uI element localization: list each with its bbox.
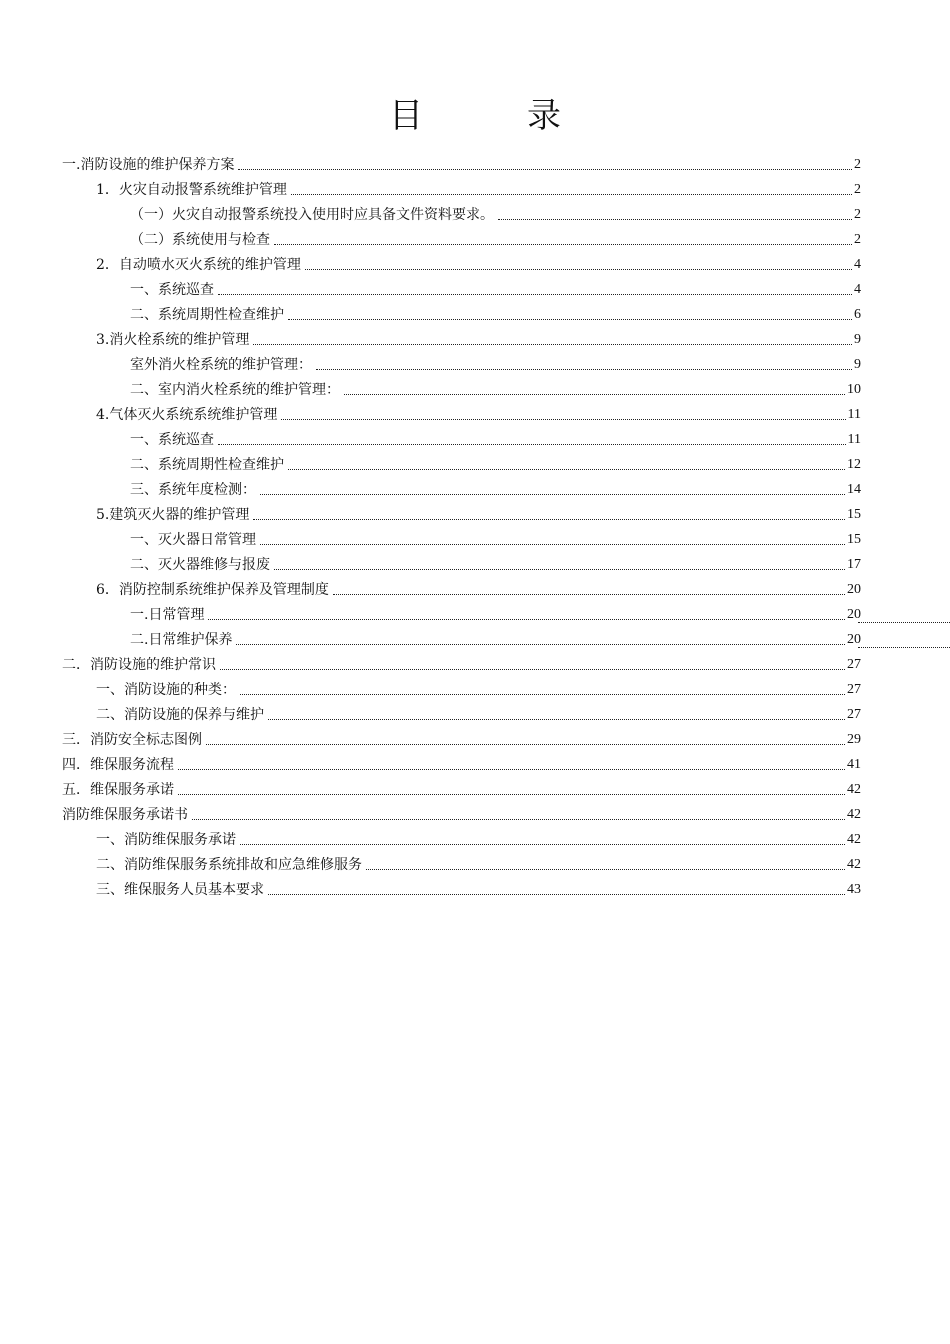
toc-leader-dots: [218, 443, 846, 445]
toc-entry[interactable]: [130, 302, 861, 324]
toc-leader-dots: [366, 868, 845, 870]
toc-leader-dots: [281, 418, 845, 420]
toc-entry-page: 42: [847, 782, 861, 797]
toc-entry-page: 2: [854, 157, 861, 172]
toc-leader-dots: [268, 718, 845, 720]
toc-entry[interactable]: [130, 527, 861, 549]
toc-entry-label: 4.气体灭火系统系统维护管理: [96, 407, 278, 423]
toc-entry[interactable]: [130, 602, 861, 624]
toc-entry-page: 9: [854, 332, 861, 347]
toc-entry-label: 二.日常维护保养: [130, 632, 233, 648]
toc-leader-dots: [208, 618, 845, 620]
toc-entry[interactable]: [130, 552, 861, 574]
toc-leader-dots: [253, 518, 845, 520]
toc-entry-label: 二、室内消火栓系统的维护管理：: [130, 382, 340, 398]
toc-entry-label: 二、系统周期性检查维护: [130, 307, 284, 323]
toc-entry-page: 43: [847, 882, 861, 897]
toc-leader-dots: [291, 193, 852, 195]
toc-leader-dots: [178, 793, 845, 795]
toc-entry[interactable]: [62, 727, 861, 749]
toc-entry-label: 消防维保服务承诺书: [62, 807, 188, 823]
toc-leader-dots: [288, 318, 852, 320]
toc-entry-label: 三．消防安全标志图例: [62, 732, 202, 748]
toc-leader-dots: [236, 643, 845, 645]
toc-leader-dots: [288, 468, 845, 470]
toc-entry[interactable]: [96, 502, 861, 524]
toc-entry-page: 2: [854, 207, 861, 222]
toc-entry[interactable]: [130, 477, 861, 499]
toc-leader-dots: [218, 293, 852, 295]
toc-entry[interactable]: [130, 277, 861, 299]
title-char-2: 录: [527, 96, 561, 136]
toc-leader-dots: [274, 243, 852, 245]
toc-entry-page: 15: [847, 532, 861, 547]
toc-entry-label: 二、消防维保服务系统排故和应急维修服务: [96, 857, 362, 873]
toc-entry-page: 14: [847, 482, 861, 497]
toc-entry-page: 2: [854, 182, 861, 197]
toc-entry-label: 一、系统巡查: [130, 432, 214, 448]
toc-entry[interactable]: [130, 202, 861, 224]
toc-entry[interactable]: [130, 427, 861, 449]
toc-entry-page: 10: [847, 382, 861, 397]
toc-entry[interactable]: [96, 402, 861, 424]
toc-entry[interactable]: [96, 827, 861, 849]
toc-entry[interactable]: [96, 677, 861, 699]
toc-entry[interactable]: [96, 327, 861, 349]
toc-entry-label: 室外消火栓系统的维护管理：: [130, 357, 312, 373]
toc-entry-page: 42: [847, 857, 861, 872]
toc-entry-label: 一、消防设施的种类：: [96, 682, 236, 698]
toc-entry[interactable]: [62, 777, 861, 799]
toc-leader-dots: [344, 393, 845, 395]
toc-leader-dots: [333, 593, 845, 595]
title-char-1: 目: [389, 96, 423, 136]
toc-entry[interactable]: [96, 177, 861, 199]
overflow-leader-dots: [858, 621, 950, 623]
toc-entry-page: 41: [847, 757, 861, 772]
toc-entry-page: 42: [847, 832, 861, 847]
toc-entry-label: 一、灭火器日常管理: [130, 532, 256, 548]
toc-leader-dots: [240, 693, 845, 695]
toc-entry-label: 6．消防控制系统维护保养及管理制度: [96, 582, 329, 598]
toc-entry-label: 二、灭火器维修与报废: [130, 557, 270, 573]
toc-entry-label: 1．火灾自动报警系统维护管理: [96, 182, 287, 198]
toc-leader-dots: [498, 218, 852, 220]
toc-leader-dots: [192, 818, 845, 820]
toc-entry[interactable]: [96, 702, 861, 724]
toc-entry[interactable]: [96, 577, 861, 599]
toc-entry-page: 4: [854, 257, 861, 272]
overflow-leader-dots: [858, 646, 950, 648]
toc-leader-dots: [260, 493, 845, 495]
toc-entry-label: （一）火灾自动报警系统投入使用时应具备文件资料要求。: [130, 207, 494, 223]
toc-entry-page: 15: [847, 507, 861, 522]
toc-entry-label: 一、消防维保服务承诺: [96, 832, 236, 848]
toc-entry-page: 27: [847, 657, 861, 672]
toc-entry-page: 17: [847, 557, 861, 572]
toc-entry[interactable]: [130, 627, 861, 649]
toc-entry[interactable]: [130, 452, 861, 474]
toc-entry-page: 12: [847, 457, 861, 472]
toc-entry[interactable]: [130, 352, 861, 374]
toc-leader-dots: [316, 368, 852, 370]
toc-entry[interactable]: [96, 252, 861, 274]
toc-entry[interactable]: [62, 752, 861, 774]
toc-entry-label: 四．维保服务流程: [62, 757, 174, 773]
toc-entry-page: 4: [854, 282, 861, 297]
toc-entry-label: 3.消火栓系统的维护管理: [96, 332, 250, 348]
toc-leader-dots: [240, 843, 845, 845]
toc-entry-page: 42: [847, 807, 861, 822]
toc-entry-page: 11: [847, 432, 861, 447]
toc-entry[interactable]: [130, 227, 861, 249]
toc-entry-label: 一.日常管理: [130, 607, 205, 623]
page-title: [0, 88, 950, 137]
toc-leader-dots: [253, 343, 852, 345]
toc-leader-dots: [305, 268, 852, 270]
toc-entry-page: 6: [854, 307, 861, 322]
toc-entry[interactable]: [62, 802, 861, 824]
toc-entry-page: 9: [854, 357, 861, 372]
toc-entry-page: 11: [847, 407, 861, 422]
toc-entry[interactable]: [96, 852, 861, 874]
toc-entry-label: 二、系统周期性检查维护: [130, 457, 284, 473]
toc-entry-label: 五．维保服务承诺: [62, 782, 174, 798]
toc-leader-dots: [206, 743, 845, 745]
toc-entry-page: 20: [847, 607, 861, 622]
toc-entry[interactable]: [130, 377, 861, 399]
toc-entry-label: （二）系统使用与检查: [130, 232, 270, 248]
toc-entry[interactable]: [96, 877, 861, 899]
toc-entry-label: 三、系统年度检测：: [130, 482, 256, 498]
toc-entry-label: 5.建筑灭火器的维护管理: [96, 507, 250, 523]
toc-leader-dots: [268, 893, 845, 895]
toc-leader-dots: [274, 568, 845, 570]
toc-entry-label: 2．自动喷水灭火系统的维护管理: [96, 257, 301, 273]
toc-entry-page: 27: [847, 682, 861, 697]
toc-entry-label: 三、维保服务人员基本要求: [96, 882, 264, 898]
toc-leader-dots: [220, 668, 845, 670]
toc-entry-page: 20: [847, 632, 861, 647]
toc-entry-page: 2: [854, 232, 861, 247]
toc-leader-dots: [178, 768, 845, 770]
toc-entry-page: 27: [847, 707, 861, 722]
toc-leader-dots: [238, 168, 852, 170]
toc-entry-page: 20: [847, 582, 861, 597]
toc-entry-label: 一、系统巡查: [130, 282, 214, 298]
toc-entry-label: 一.消防设施的维护保养方案: [62, 157, 235, 173]
toc-entry-label: 二、消防设施的保养与维护: [96, 707, 264, 723]
toc-entry-label: 二．消防设施的维护常识: [62, 657, 216, 673]
toc-entry[interactable]: [62, 152, 861, 174]
toc-entry-page: 29: [847, 732, 861, 747]
toc-leader-dots: [260, 543, 845, 545]
toc-entry[interactable]: [62, 652, 861, 674]
